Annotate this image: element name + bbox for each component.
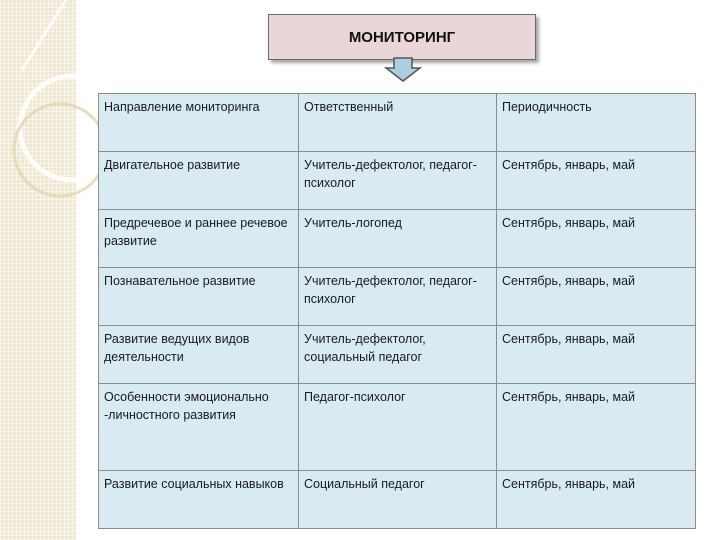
cell-responsible: Учитель-логопед <box>299 210 497 268</box>
cell-period: Сентябрь, январь, май <box>497 326 696 384</box>
cell-responsible: Учитель-дефектолог, социальный педагог <box>299 326 497 384</box>
table-row <box>99 268 696 326</box>
monitoring-table <box>98 93 696 529</box>
table-row <box>99 326 696 384</box>
table-row <box>99 384 696 471</box>
cell-period: Сентябрь, январь, май <box>497 384 696 471</box>
cell-period: Сентябрь, январь, май <box>497 268 696 326</box>
header-responsible: Ответственный <box>299 94 497 152</box>
table-row <box>99 152 696 210</box>
cell-period: Сентябрь, январь, май <box>497 152 696 210</box>
cell-period: Сентябрь, январь, май <box>497 471 696 529</box>
cell-direction: Предречевое и раннее речевое развитие <box>99 210 299 268</box>
arrow-down-icon <box>384 57 422 83</box>
cell-direction: Развитие ведущих видов деятельности <box>99 326 299 384</box>
page-title: МОНИТОРИНГ <box>268 14 536 60</box>
cell-responsible: Социальный педагог <box>299 471 497 529</box>
cell-responsible: Учитель-дефектолог, педагог-психолог <box>299 268 497 326</box>
cell-direction: Познавательное развитие <box>99 268 299 326</box>
cell-direction: Развитие социальных навыков <box>99 471 299 529</box>
cell-responsible: Учитель-дефектолог, педагог-психолог <box>299 152 497 210</box>
header-direction: Направление мониторинга <box>99 94 299 152</box>
cell-responsible: Педагог-психолог <box>299 384 497 471</box>
table-header-row <box>99 94 696 152</box>
cell-direction: Особенности эмоционально -личностного развития <box>99 384 299 471</box>
cell-direction: Двигательное развитие <box>99 152 299 210</box>
cell-period: Сентябрь, январь, май <box>497 210 696 268</box>
header-period: Периодичность <box>497 94 696 152</box>
table-row <box>99 210 696 268</box>
table-row <box>99 471 696 529</box>
